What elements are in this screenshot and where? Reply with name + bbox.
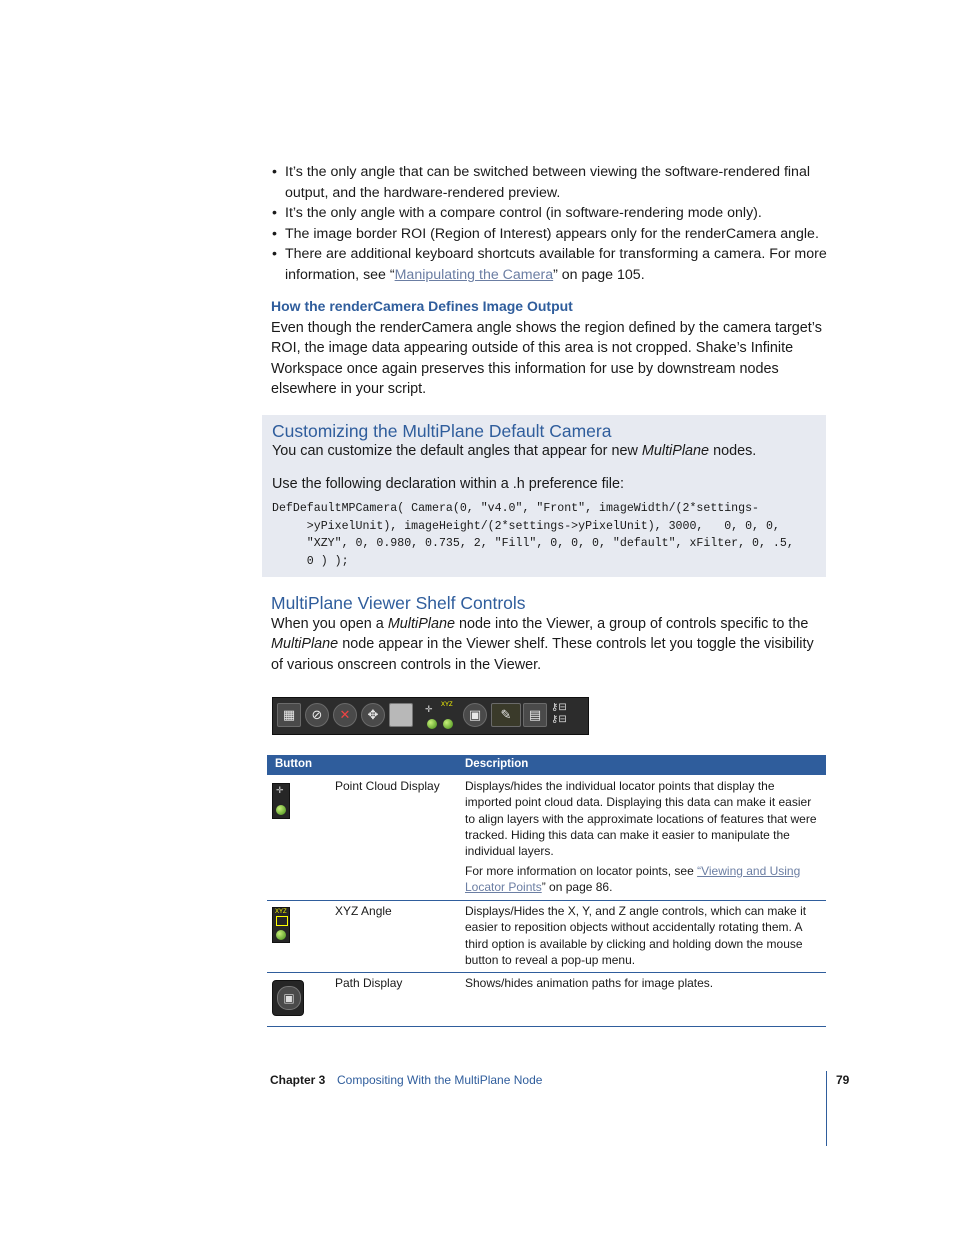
bullet-item: • There are additional keyboard shortcuts available for transforming a camera. For more information, see “Manipulating the Camera” on page 105. <box>271 244 831 285</box>
declaration-note: Use the following declaration within a .h preference file: <box>272 476 624 492</box>
wand-icon[interactable]: ⊘ <box>305 703 329 727</box>
grid-icon[interactable]: ▦ <box>277 703 301 727</box>
page-number: 79 <box>836 1073 850 1087</box>
green-dot-icon <box>276 930 286 940</box>
table-row-description: Displays/Hides the X, Y, and Z angle controls, which can make it easier to reposition objects without accidentally rotating them. A third option is available by clicking and holding down the mouse button to reveal a pop-up menu. <box>465 904 807 967</box>
section-paragraph: Even though the renderCamera angle shows the region defined by the camera target’s ROI, the image data appearing outside of this area is not cropped. Shake’s Infinite Workspace once again preserves this information for use by downstream nodes elsewhere in your script. <box>271 320 822 397</box>
crosshair-icon: ✛ <box>276 785 284 795</box>
header-description: Description <box>465 758 529 770</box>
brush-icon[interactable]: ✎ <box>491 703 521 727</box>
section-subheading: How the renderCamera Defines Image Output <box>271 298 573 314</box>
table-row-note: For more information on locator points, see “Viewing and Using Locator Points” on page 86. <box>465 864 801 895</box>
xyz-angle-icon <box>272 907 290 943</box>
header-button: Button <box>275 758 313 770</box>
point-cloud-icon <box>272 783 290 819</box>
point-cloud-icon: ✛ <box>425 704 433 714</box>
xyz-label: XYZ <box>441 702 453 708</box>
green-dot-icon <box>443 719 453 729</box>
row-divider <box>267 900 826 901</box>
point-cloud-and-xyz-icons[interactable] <box>423 702 463 730</box>
color-swatch-icon[interactable] <box>389 703 413 727</box>
key-icon[interactable]: ⚷⊟ ⚷⊟ <box>551 702 567 725</box>
shelf-controls-paragraph: When you open a MultiPlane node into the Viewer, a group of controls specific to the MultiPlane node appear in the Viewer shelf. These controls let you toggle the visibility of various onscreen controls in the Viewer. <box>271 616 814 673</box>
footer-chapter: Chapter 3 <box>270 1073 326 1087</box>
table-row-description: Shows/hides animation paths for image plates. <box>465 976 714 990</box>
bullet-item: • It’s the only angle that can be switched between viewing the software-rendered final output, and the hardware-rendered preview. <box>271 162 831 203</box>
box-icon <box>276 916 288 926</box>
customizing-heading: Customizing the MultiPlane Default Camera <box>272 421 612 441</box>
bullet-item: • The image border ROI (Region of Interest) appears only for the renderCamera angle. <box>271 224 831 245</box>
table-row-name: XYZ Angle <box>335 904 392 918</box>
layers-icon[interactable]: ▤ <box>523 703 547 727</box>
table-row-description: Displays/hides the individual locator points that display the imported point cloud data. Displaying this data can make it easier to align layers with the approximate locations of features that were tracked. Hiding this data can make it easier to manipulate the individual layers. <box>465 779 817 859</box>
customizing-intro: You can customize the default angles that appear for new MultiPlane nodes. <box>272 443 757 459</box>
table-row-name: Point Cloud Display <box>335 779 440 793</box>
code-line: "XZY", 0, 0.980, 0.735, 2, "Fill", 0, 0, 0, "default", xFilter, 0, .5, <box>272 537 794 551</box>
footer-chapter-title: Compositing With the MultiPlane Node <box>337 1073 543 1087</box>
film-icon: ▣ <box>277 986 301 1010</box>
green-dot-icon <box>276 805 286 815</box>
xyz-label: XYZ <box>275 909 287 915</box>
table-row-name: Path Display <box>335 976 403 990</box>
code-line: DefDefaultMPCamera( Camera(0, "v4.0", "Front", imageWidth/(2*settings- <box>272 502 760 515</box>
shelf-controls-heading: MultiPlane Viewer Shelf Controls <box>271 593 526 613</box>
viewing-locator-points-link[interactable]: “Viewing and Using Locator Points <box>465 864 801 895</box>
code-block <box>272 500 794 570</box>
footer-divider <box>826 1071 827 1146</box>
bullet-item: • It’s the only angle with a compare control (in software-rendering mode only). <box>271 203 831 224</box>
move-icon[interactable]: ✥ <box>361 703 385 727</box>
viewer-shelf <box>272 697 589 735</box>
no-key-icon[interactable]: ✕ <box>333 703 357 727</box>
path-display-icon[interactable]: ▣ <box>463 703 487 727</box>
bullet-list <box>271 162 831 286</box>
table-header <box>267 755 826 775</box>
row-divider <box>267 972 826 973</box>
code-line: 0 ) ); <box>272 554 349 568</box>
code-line: >yPixelUnit), imageHeight/(2*settings->yPixelUnit), 3000, 0, 0, 0, <box>272 519 780 533</box>
green-dot-icon <box>427 719 437 729</box>
path-display-icon <box>272 980 304 1016</box>
manipulating-camera-link[interactable]: Manipulating the Camera <box>394 266 554 283</box>
table-bottom-rule <box>267 1026 826 1027</box>
